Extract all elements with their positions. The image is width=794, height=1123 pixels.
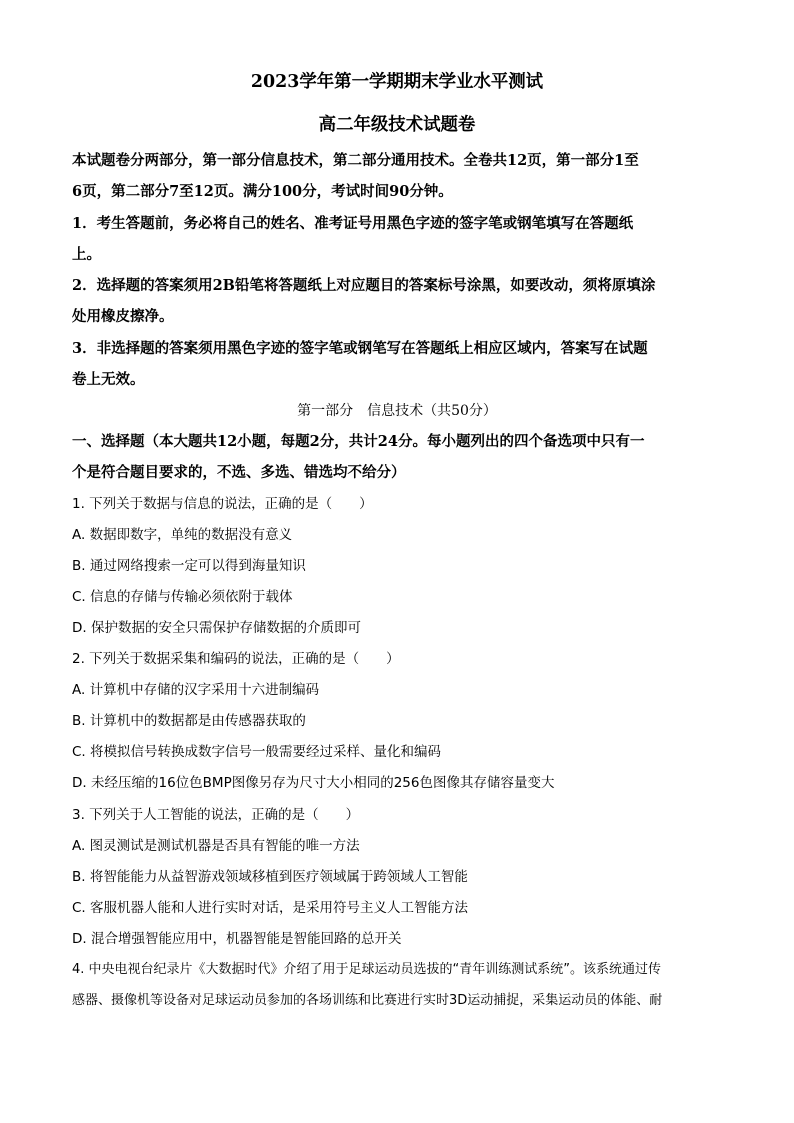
intro-line-2: 6页，第二部分7至12页。满分100分，考试时间90分钟。 <box>72 183 453 200</box>
question-1-stem: 1. 下列关于数据与信息的说法，正确的是（ ） <box>72 496 373 512</box>
section-1-line-1: 一、选择题（本大题共12小题，每题2分，共计24分。每小题列出的四个备选项中只有一 <box>72 433 645 450</box>
section-1-line-2: 个是符合题目要求的，不选、多选、错选均不给分） <box>72 464 406 481</box>
question-1-option-c: C. 信息的存储与传输必须依附于载体 <box>72 589 293 605</box>
question-2-option-c: C. 将模拟信号转换成数字信号一般需要经过采样、量化和编码 <box>72 744 442 760</box>
question-3-option-d: D. 混合增强智能应用中，机器智能是智能回路的总开关 <box>72 931 402 947</box>
part-1-heading: 第一部分 信息技术（共50分） <box>297 403 497 419</box>
question-3-option-b: B. 将智能能力从益智游戏领域移植到医疗领域属于跨领域人工智能 <box>72 869 468 885</box>
question-2-option-a: A. 计算机中存储的汉字采用十六进制编码 <box>72 682 320 698</box>
question-1-option-a: A. 数据即数字，单纯的数据没有意义 <box>72 527 293 543</box>
question-4-line-2: 感器、摄像机等设备对足球运动员参加的各场训练和比赛进行实时3D运动捕捉，采集运动员的体能、耐 <box>72 993 663 1008</box>
exam-title: 2023学年第一学期期末学业水平测试 <box>250 72 544 92</box>
note-3-line-1: 3．非选择题的答案须用黑色字迹的签字笔或钢笔写在答题纸上相应区域内，答案写在试题 <box>72 340 648 357</box>
question-4-line-1: 4. 中央电视台纪录片《大数据时代》介绍了用于足球运动员选拔的“青年训练测试系统”。该系统通过传 <box>72 962 662 977</box>
note-3-line-2: 卷上无效。 <box>72 371 145 388</box>
question-1-option-b: B. 通过网络搜索一定可以得到海量知识 <box>72 558 306 574</box>
question-1-option-d: D. 保护数据的安全只需保护存储数据的介质即可 <box>72 620 361 636</box>
note-1-line-2: 上。 <box>72 246 101 263</box>
question-2-option-d: D. 未经压缩的16位色BMP图像另存为尺寸大小相同的256色图像其存储容量变大 <box>72 775 555 791</box>
question-2-stem: 2. 下列关于数据采集和编码的说法，正确的是（ ） <box>72 651 400 667</box>
intro-line-1: 本试题卷分两部分，第一部分信息技术，第二部分通用技术。全卷共12页，第一部分1至 <box>72 152 639 169</box>
question-3-stem: 3. 下列关于人工智能的说法，正确的是（ ） <box>72 807 360 823</box>
exam-subtitle: 高二年级技术试题卷 <box>318 115 476 135</box>
note-2-line-1: 2．选择题的答案须用2B铅笔将答题纸上对应题目的答案标号涂黑，如要改动，须将原填涂 <box>72 277 656 294</box>
note-1-line-1: 1．考生答题前，务必将自己的姓名、准考证号用黑色字迹的签字笔或钢笔填写在答题纸 <box>72 215 634 232</box>
question-3-option-a: A. 图灵测试是测试机器是否具有智能的唯一方法 <box>72 838 360 854</box>
note-2-line-2: 处用橡皮擦净。 <box>72 308 174 325</box>
question-2-option-b: B. 计算机中的数据都是由传感器获取的 <box>72 713 306 729</box>
question-3-option-c: C. 客服机器人能和人进行实时对话，是采用符号主义人工智能方法 <box>72 900 469 916</box>
